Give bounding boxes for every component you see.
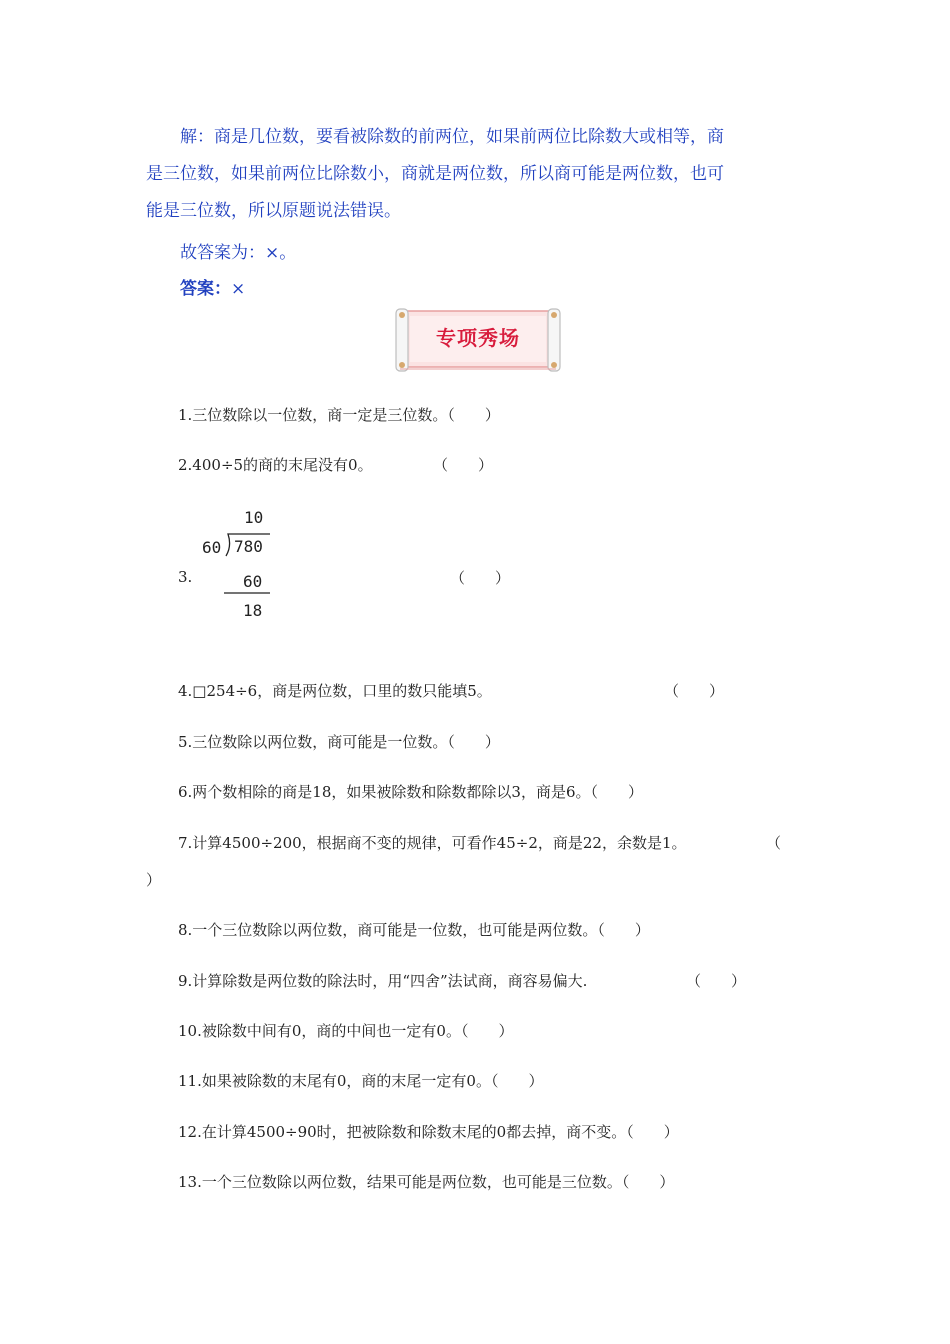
question-10: 10.被除数中间有0，商的中间也一定有0。（ ） (178, 1022, 514, 1040)
question-12: 12.在计算4500÷90时，把被除数和除数末尾的0都去掉，商不变。（ ） (178, 1123, 679, 1141)
question-3: 3. (178, 568, 193, 586)
solution-line-3: 能是三位数，所以原题说法错误。 (146, 201, 401, 221)
question-13: 13.一个三位数除以两位数，结果可能是两位数，也可能是三位数。（ ） (178, 1173, 675, 1191)
question-4: 4.□254÷6，商是两位数，口里的数只能填5。 (178, 682, 492, 700)
solution-block (146, 119, 798, 230)
question-1: 1.三位数除以一位数，商一定是三位数。（ ） (178, 406, 500, 424)
question-9: 9.计算除数是两位数的除法时，用“四舍”法试商，商容易偏大. (178, 972, 588, 990)
answer-line (180, 274, 245, 299)
answer-value: × (231, 279, 246, 299)
conclusion: 故答案为：×。 (180, 243, 297, 263)
question-11: 11.如果被除数的末尾有0，商的末尾一定有0。（ ） (178, 1072, 544, 1090)
question-9-paren: （ ） (686, 972, 747, 990)
solution-line-2: 是三位数，如果前两位比除数小，商就是两位数，所以商可能是两位数，也可 (146, 164, 724, 184)
question-3-paren: （ ） (450, 569, 511, 587)
question-6: 6.两个数相除的商是18，如果被除数和除数都除以3，商是6。（ ） (178, 783, 643, 801)
question-7-paren-close: ） (146, 871, 162, 889)
question-4-paren: （ ） (664, 682, 725, 700)
question-8: 8.一个三位数除以两位数，商可能是一位数，也可能是两位数。（ ） (178, 921, 650, 939)
question-2: 2.400÷5的商的末尾没有0。 (178, 456, 373, 474)
divisor: 60 (202, 538, 222, 557)
long-division (196, 504, 276, 624)
question-2-paren: （ ） (433, 456, 494, 474)
section-banner (392, 303, 564, 377)
answer-label: 答案： (180, 279, 231, 299)
question-7-paren-open: （ (766, 834, 782, 852)
remainder: 18 (243, 601, 263, 620)
dividend: 780 (234, 537, 263, 556)
division-bracket-icon (196, 504, 276, 624)
quotient: 10 (244, 508, 264, 527)
solution-line-1: 解：商是几位数，要看被除数的前两位，如果前两位比除数大或相等，商 (180, 127, 724, 147)
question-5: 5.三位数除以两位数，商可能是一位数。（ ） (178, 733, 500, 751)
banner-title: 专项秀场 (436, 326, 520, 350)
product: 60 (243, 572, 263, 591)
question-7: 7.计算4500÷200，根据商不变的规律，可看作45÷2，商是22，余数是1。 (178, 834, 687, 852)
